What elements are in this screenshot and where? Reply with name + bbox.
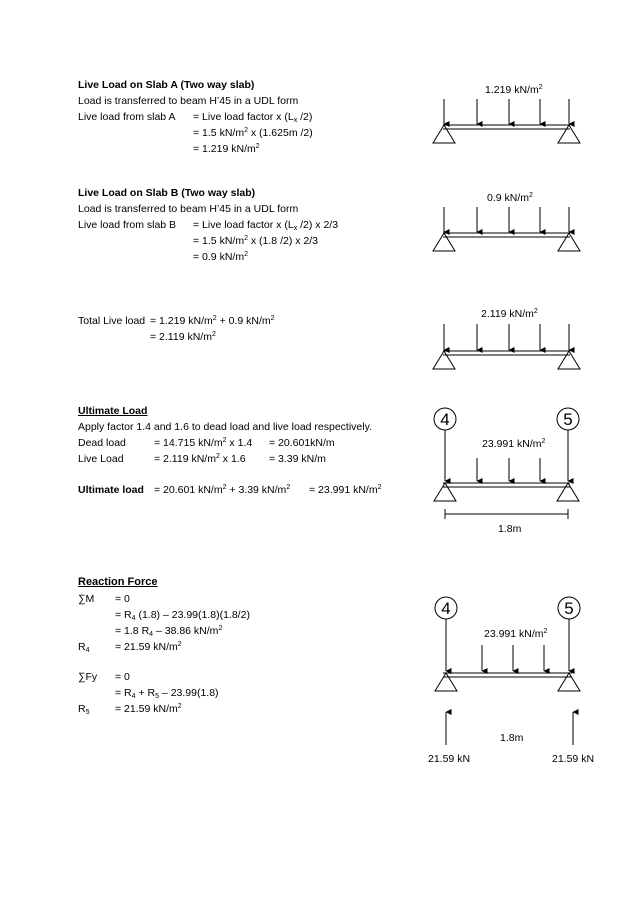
right-support (558, 673, 580, 691)
left-support (434, 483, 456, 501)
ultimate-span-label: 1.8m (498, 523, 522, 535)
fy-eq2: = $R_4 + R_5 - 23.99(1.8)$ (115, 687, 219, 700)
m-eq2: = $R_4$ (1.8) – 23.99(1.8)(1.8/2) (115, 609, 250, 622)
reaction-span-label: 1.8m (500, 732, 524, 744)
dead-load-eq: = 14.715 $kN/m^2$ x 1.4 (154, 437, 253, 449)
dead-load-result: = 20.601kN/m (269, 437, 335, 449)
fy-eq1: = 0 (115, 671, 130, 683)
reaction-diagram-load: 23.991 $kN/m^2$ (484, 628, 548, 640)
total-eq2: = 2.119 $kN/m^2$ (150, 331, 216, 343)
slab-a-eq2: = 1.5 $kN/m^2$ x (1.625m /2) (193, 127, 313, 139)
ultimate-line: Apply factor 1.4 and 1.6 to dead load and live load respectively. (78, 421, 372, 433)
left-support (433, 125, 455, 143)
slab-b-eq2: = 1.5 $kN/m^2$ x (1.8 /2) x 2/3 (193, 235, 318, 247)
beam-diagram-ultimate (434, 408, 579, 519)
dead-load-label: Dead load (78, 437, 126, 449)
slab-b-eq3: = 0.9 $kN/m^2$ (193, 251, 248, 263)
r5-label: $R_5$ (78, 703, 90, 716)
beam-diagram-reaction (435, 597, 580, 745)
ultimate-diagram-load: 23.991 $kN/m^2$ (482, 438, 546, 450)
total-diagram-load: 2.119 $kN/m^2$ (481, 308, 538, 320)
left-support (433, 233, 455, 251)
right-support (558, 351, 580, 369)
live-load-label: Live Load (78, 453, 124, 465)
total-label: Total Live load (78, 315, 146, 327)
reaction-right-value: 21.59 kN (552, 753, 595, 765)
node-label-4: 4 (440, 410, 450, 429)
slab-b-heading: Live Load on Slab B (Two way slab) (78, 187, 256, 199)
sum-fy-label: ∑Fy (78, 671, 98, 683)
slab-b-label: Live load from slab B (78, 219, 177, 231)
left-support (435, 673, 457, 691)
left-support (433, 351, 455, 369)
r4-label: $R_4$ (78, 641, 90, 654)
total-eq1: = 1.219 $kN/m^2 + 0.9$ $kN/m^2$ (150, 315, 275, 327)
ultimate-heading: Ultimate Load (78, 405, 148, 417)
slab-a-heading: Live Load on Slab A (Two way slab) (78, 79, 255, 91)
beam-diagram-total (433, 324, 580, 369)
slab-b-diagram-load: 0.9 $kN/m^2$ (487, 192, 533, 204)
right-support (558, 125, 580, 143)
slab-a-diagram-load: 1.219 $kN/m^2$ (485, 84, 543, 96)
slab-a-line: Load is transferred to beam H’45 in a UDL form (78, 95, 299, 107)
right-support (558, 233, 580, 251)
slab-b-eq1: = Live load factor x ($L_x$ /2) x 2/3 (193, 219, 339, 232)
slab-a-eq1: = Live load factor x ($L_x$ /2) (193, 111, 313, 124)
beam-diagram-b (433, 207, 580, 251)
right-support (557, 483, 579, 501)
m-eq1: = 0 (115, 593, 130, 605)
r4-eq: = 21.59 $kN/m^2$ (115, 641, 182, 653)
slab-b-line: Load is transferred to beam H’45 in a UDL form (78, 203, 299, 215)
slab-a-label: Live load from slab A (78, 111, 176, 123)
m-eq3: = 1.8 $R_4 - 38.86$ $kN/m^2$ (115, 625, 223, 638)
ultimate-load-eq: = 20.601 $kN/m^2 + 3.39$ $kN/m^2$ (154, 484, 291, 496)
slab-a-eq3: = 1.219 $kN/m^2$ (193, 143, 260, 155)
reaction-left-value: 21.59 kN (428, 753, 471, 765)
node-label-5: 5 (564, 599, 574, 618)
ultimate-load-result: = 23.991 $kN/m^2$ (309, 484, 382, 496)
ultimate-load-label: Ultimate load (78, 484, 144, 496)
reaction-heading: Reaction Force (78, 576, 158, 588)
live-load-eq: = 2.119 $kN/m^2$ x 1.6 (154, 453, 246, 465)
r5-eq: = 21.59 $kN/m^2$ (115, 703, 182, 715)
live-load-result: = 3.39 kN/m (269, 453, 326, 465)
node-label-4: 4 (441, 599, 451, 618)
sum-m-label: ∑M (78, 593, 95, 605)
beam-diagram-a (433, 99, 580, 143)
node-label-5: 5 (563, 410, 573, 429)
